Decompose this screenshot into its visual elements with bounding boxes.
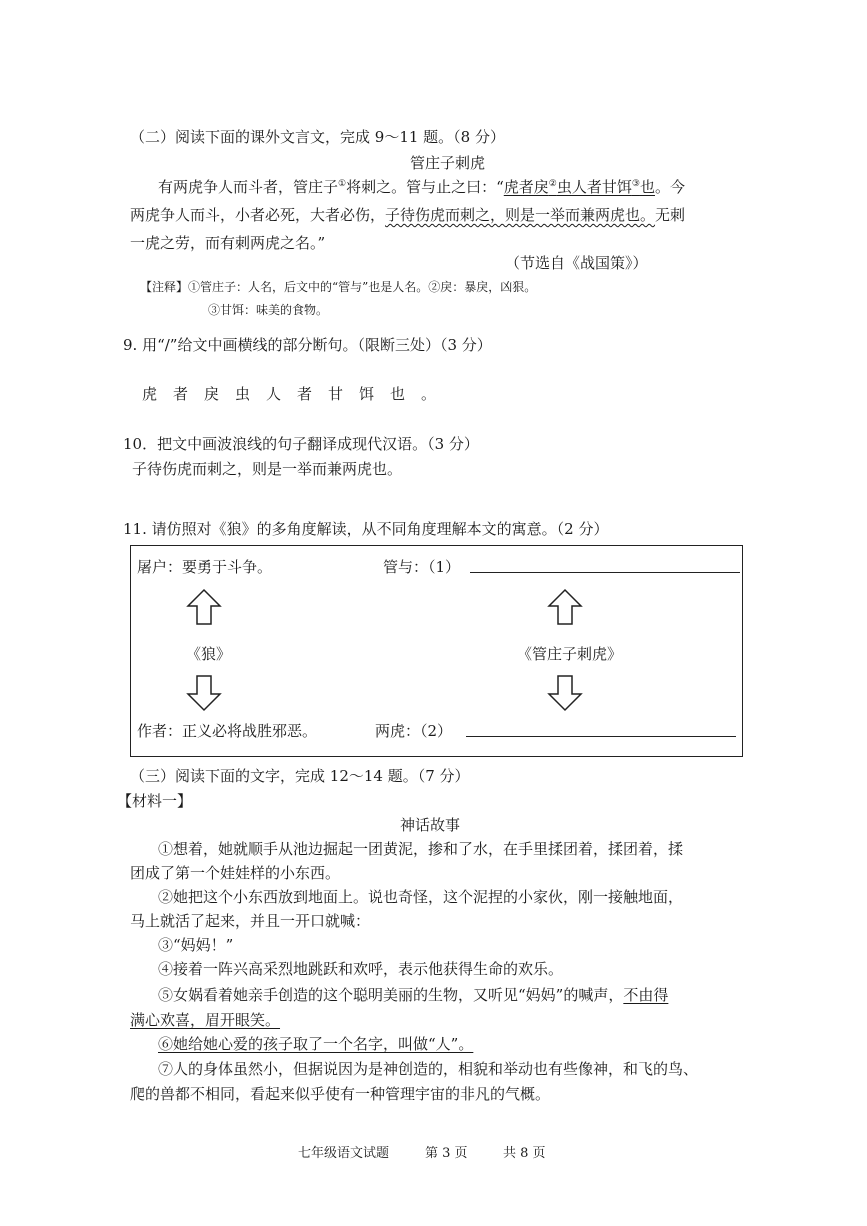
- passage-line-2: [130, 204, 685, 225]
- passage-line-1: [158, 176, 685, 197]
- story-paragraph-7-line-2: 爬的兽都不相同，看起来似乎使有一种管理宇宙的非凡的气概。: [130, 1085, 551, 1103]
- story-paragraph-1-line-1: ①想着，她就顺手从池边掘起一团黄泥，掺和了水，在手里揉团着，揉团着，揉: [158, 840, 684, 858]
- story-paragraph-6: ⑥她给她心爱的孩子取了一个名字，叫做“人”。: [158, 1035, 474, 1053]
- annotation-line-2: ③甘饵：味美的食物。: [208, 303, 329, 317]
- footer-subject: 七年级语文试题: [298, 1146, 390, 1161]
- story-paragraph-3: ③“妈妈！”: [158, 936, 234, 954]
- story-paragraph-7-line-1: ⑦人的身体虽然小，但据说因为是神创造的，相貌和举动也有些像神，和飞的鸟、: [158, 1060, 699, 1078]
- answer-blank-2[interactable]: [466, 736, 736, 737]
- wavy-sentence: 子待伤虎而刺之，则是一举而兼两虎也。: [385, 206, 656, 224]
- section-2-heading: （二）阅读下面的课外文言文，完成 9～11 题。（8 分）: [130, 128, 505, 146]
- passage-source: （节选自《战国策》）: [505, 254, 648, 272]
- text-span: 有两虎争人而斗者，管庄子: [158, 178, 339, 196]
- passage-title: 管庄子刺虎: [410, 154, 486, 172]
- answer-blank-1[interactable]: [470, 572, 740, 573]
- underlined-sentence: [504, 178, 655, 196]
- question-10-sentence: 子待伤虎而刺之，则是一举而兼两虎也。: [132, 460, 403, 478]
- box-bottom-left: 作者：正义必将战胜邪恶。: [137, 722, 318, 740]
- box-top-right: 管与：（1）: [383, 558, 461, 576]
- text-span: 也: [639, 178, 655, 196]
- story-paragraph-5-line-2: 满心欢喜，眉开眼笑。: [130, 1011, 281, 1029]
- underlined-text: 不由得: [623, 986, 669, 1004]
- section-3-heading: （三）阅读下面的文字，完成 12～14 题。（7 分）: [130, 767, 470, 785]
- text-span: 无刺: [655, 206, 686, 224]
- question-9: 9. 用“/”给文中画横线的部分断句。（限断三处）（3 分）: [123, 336, 492, 354]
- text-span: 两虎争人而斗，小者必死，大者必伤，: [130, 206, 386, 224]
- story-paragraph-5-line-1: [158, 984, 668, 1005]
- up-arrow-icon: [547, 588, 583, 626]
- box-top-left: 屠户：要勇于斗争。: [137, 558, 273, 576]
- story-paragraph-2-line-1: ②她把这个小东西放到地面上。说也奇怪，这个泥捏的小家伙，刚一接触地面，: [158, 888, 684, 906]
- text-span: 将刺之。管与止之曰：“: [346, 178, 504, 196]
- up-arrow-icon: [186, 588, 222, 626]
- text-span: 。今: [654, 178, 685, 196]
- box-middle-right: 《管庄子刺虎》: [517, 645, 623, 663]
- story-paragraph-2-line-2: 马上就活了起来，并且一开口就喊：: [130, 912, 371, 930]
- question-10: 10．把文中画波浪线的句子翻译成现代汉语。（3 分）: [123, 435, 479, 453]
- note-marker: ③: [631, 179, 640, 189]
- note-marker: ①: [338, 179, 347, 189]
- story-paragraph-4: ④接着一阵兴高采烈地跳跃和欢呼，表示他获得生命的欢乐。: [158, 960, 564, 978]
- note-marker: ②: [548, 179, 557, 189]
- text-span: 虫人者甘饵: [556, 178, 632, 196]
- footer-page: 第 3 页: [425, 1146, 468, 1161]
- text-span: 虎者戾: [503, 178, 549, 196]
- text-span: ⑤女娲看着她亲手创造的这个聪明美丽的生物，又听见“妈妈”的喊声，: [158, 986, 624, 1004]
- question-11: 11. 请仿照对《狼》的多角度解读，从不同角度理解本文的寓意。（2 分）: [123, 520, 609, 538]
- box-middle-left: 《狼》: [186, 645, 232, 663]
- footer-total: 共 8 页: [503, 1146, 546, 1161]
- passage-line-3: 一虎之劳，而有刺两虎之名。”: [130, 234, 326, 252]
- box-bottom-right: 两虎：（2）: [375, 722, 453, 740]
- down-arrow-icon: [186, 674, 222, 712]
- material-label: 【材料一】: [117, 792, 193, 810]
- annotation-line-1: 【注释】①管庄子：人名，后文中的“管与”也是人名。②戾：暴戾，凶狠。: [140, 280, 537, 294]
- question-9-sentence: 虎者戾虫人者甘饵也。: [142, 385, 453, 403]
- down-arrow-icon: [547, 674, 583, 712]
- story-title: 神话故事: [400, 816, 461, 834]
- story-paragraph-1-line-2: 团成了第一个娃娃样的小东西。: [130, 864, 341, 882]
